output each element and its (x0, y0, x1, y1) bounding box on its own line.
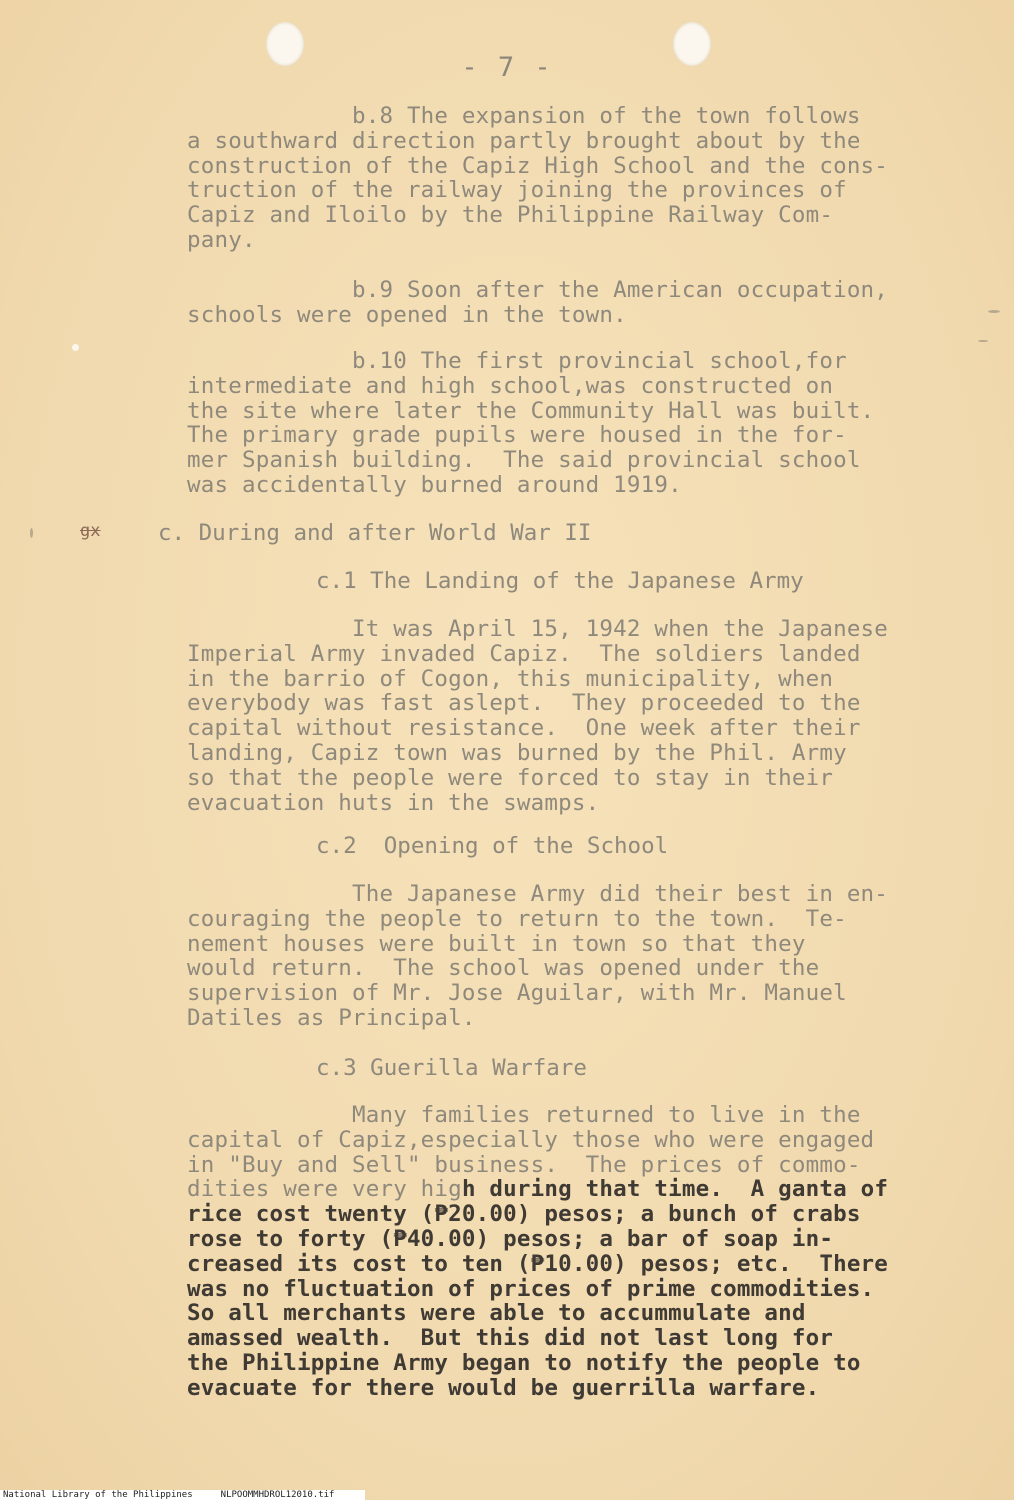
paper-speck (978, 340, 988, 342)
text-line: creased its cost to ten (₱10.00) pesos; etc. There (187, 1250, 889, 1277)
text-line: Capiz and Iloilo by the Philippine Railway Com- (187, 202, 834, 229)
text-line: rice cost twenty (₱20.00) pesos; a bunch of crabs (187, 1201, 861, 1228)
text-line: rose to forty (₱40.00) pesos; a bar of soap in- (187, 1225, 834, 1252)
text-line: evacuate for there would be guerrilla warfare. (187, 1374, 820, 1401)
paragraph-c2 (187, 882, 947, 1031)
paper-speck (30, 528, 33, 538)
text-line: construction of the Capiz High School and the cons- (187, 152, 889, 179)
text-line: capital without resistance. One week after their (187, 715, 861, 742)
text-line: The Japanese Army did their best in en- (187, 881, 889, 907)
text-line: everybody was fast aslept. They proceeded to the (187, 690, 861, 717)
bold-typed-section (187, 1202, 947, 1400)
text-line: so that the people were forced to stay in their (187, 764, 834, 791)
paragraph-c3 (187, 1103, 947, 1401)
page-number: - 7 - (461, 52, 553, 83)
text-line: mer Spanish building. The said provincial school (187, 447, 861, 474)
text-line: evacuation huts in the swamps. (187, 789, 600, 816)
text-line: b.9 Soon after the American occupation, (187, 277, 889, 303)
text-line: Imperial Army invaded Capiz. The soldiers landed (187, 640, 861, 667)
subheading-c1: c.1 The Landing of the Japanese Army (316, 568, 804, 594)
text-line-mixed (187, 1177, 947, 1202)
footer-source: National Library of the Philippines (3, 1490, 193, 1500)
text-line: the Philippine Army began to notify the people to (187, 1349, 861, 1376)
section-heading-c: c. During and after World War II (158, 520, 592, 546)
text-line: couraging the people to return to the town. Te- (187, 905, 847, 932)
footer-filename: NLPOOMMHDROL12010.tif (220, 1490, 335, 1500)
text-line: the site where later the Community Hall was built. (187, 397, 875, 424)
text-line: a southward direction partly brought about by the (187, 127, 861, 154)
text-line: was accidentally burned around 1919. (187, 471, 682, 498)
text-line: pany. (187, 226, 256, 253)
text-line: was no fluctuation of prices of prime commodities. (187, 1275, 875, 1302)
paper-speck (72, 344, 79, 351)
paper-speck (988, 310, 1000, 313)
subheading-c3: c.3 Guerilla Warfare (316, 1055, 587, 1081)
text-line: truction of the railway joining the provinces of (187, 177, 847, 204)
paragraph-b10 (187, 349, 947, 498)
text-line: intermediate and high school,was constructed on (187, 372, 834, 399)
text-line: b.10 The first provincial school,for (187, 348, 847, 374)
text-line: Many families returned to live in the (187, 1102, 861, 1128)
text-line: capital of Capiz,especially those who were engaged (187, 1126, 875, 1153)
text-line: in the barrio of Cogon, this municipality, when (187, 665, 834, 692)
light-text: dities were very hig (187, 1176, 462, 1203)
text-line: b.8 The expansion of the town follows (187, 103, 861, 129)
bold-text: h during that time. A ganta of (461, 1176, 889, 1203)
text-line: amassed wealth. But this did not last long for (187, 1325, 834, 1352)
text-line: landing, Capiz town was burned by the Phil. Army (187, 739, 847, 766)
paragraph-b8 (187, 104, 947, 253)
text-line: It was April 15, 1942 when the Japanese (187, 616, 889, 642)
text-line: Datiles as Principal. (187, 1004, 476, 1031)
text-line: The primary grade pupils were housed in the for- (187, 422, 847, 449)
text-line: So all merchants were able to accummulate and (187, 1300, 806, 1327)
margin-annotation: gx (80, 521, 101, 541)
text-line: in "Buy and Sell" business. The prices of commo- (187, 1151, 861, 1178)
paragraph-c1 (187, 617, 947, 815)
text-line: would return. The school was opened under the (187, 955, 820, 982)
text-line: nement houses were built in town so that they (187, 930, 806, 957)
paragraph-b9 (187, 278, 947, 328)
scan-footer (0, 1490, 365, 1500)
text-line: schools were opened in the town. (187, 301, 627, 328)
text-line: supervision of Mr. Jose Aguilar, with Mr. Manuel (187, 980, 847, 1007)
subheading-c2: c.2 Opening of the School (316, 833, 669, 859)
